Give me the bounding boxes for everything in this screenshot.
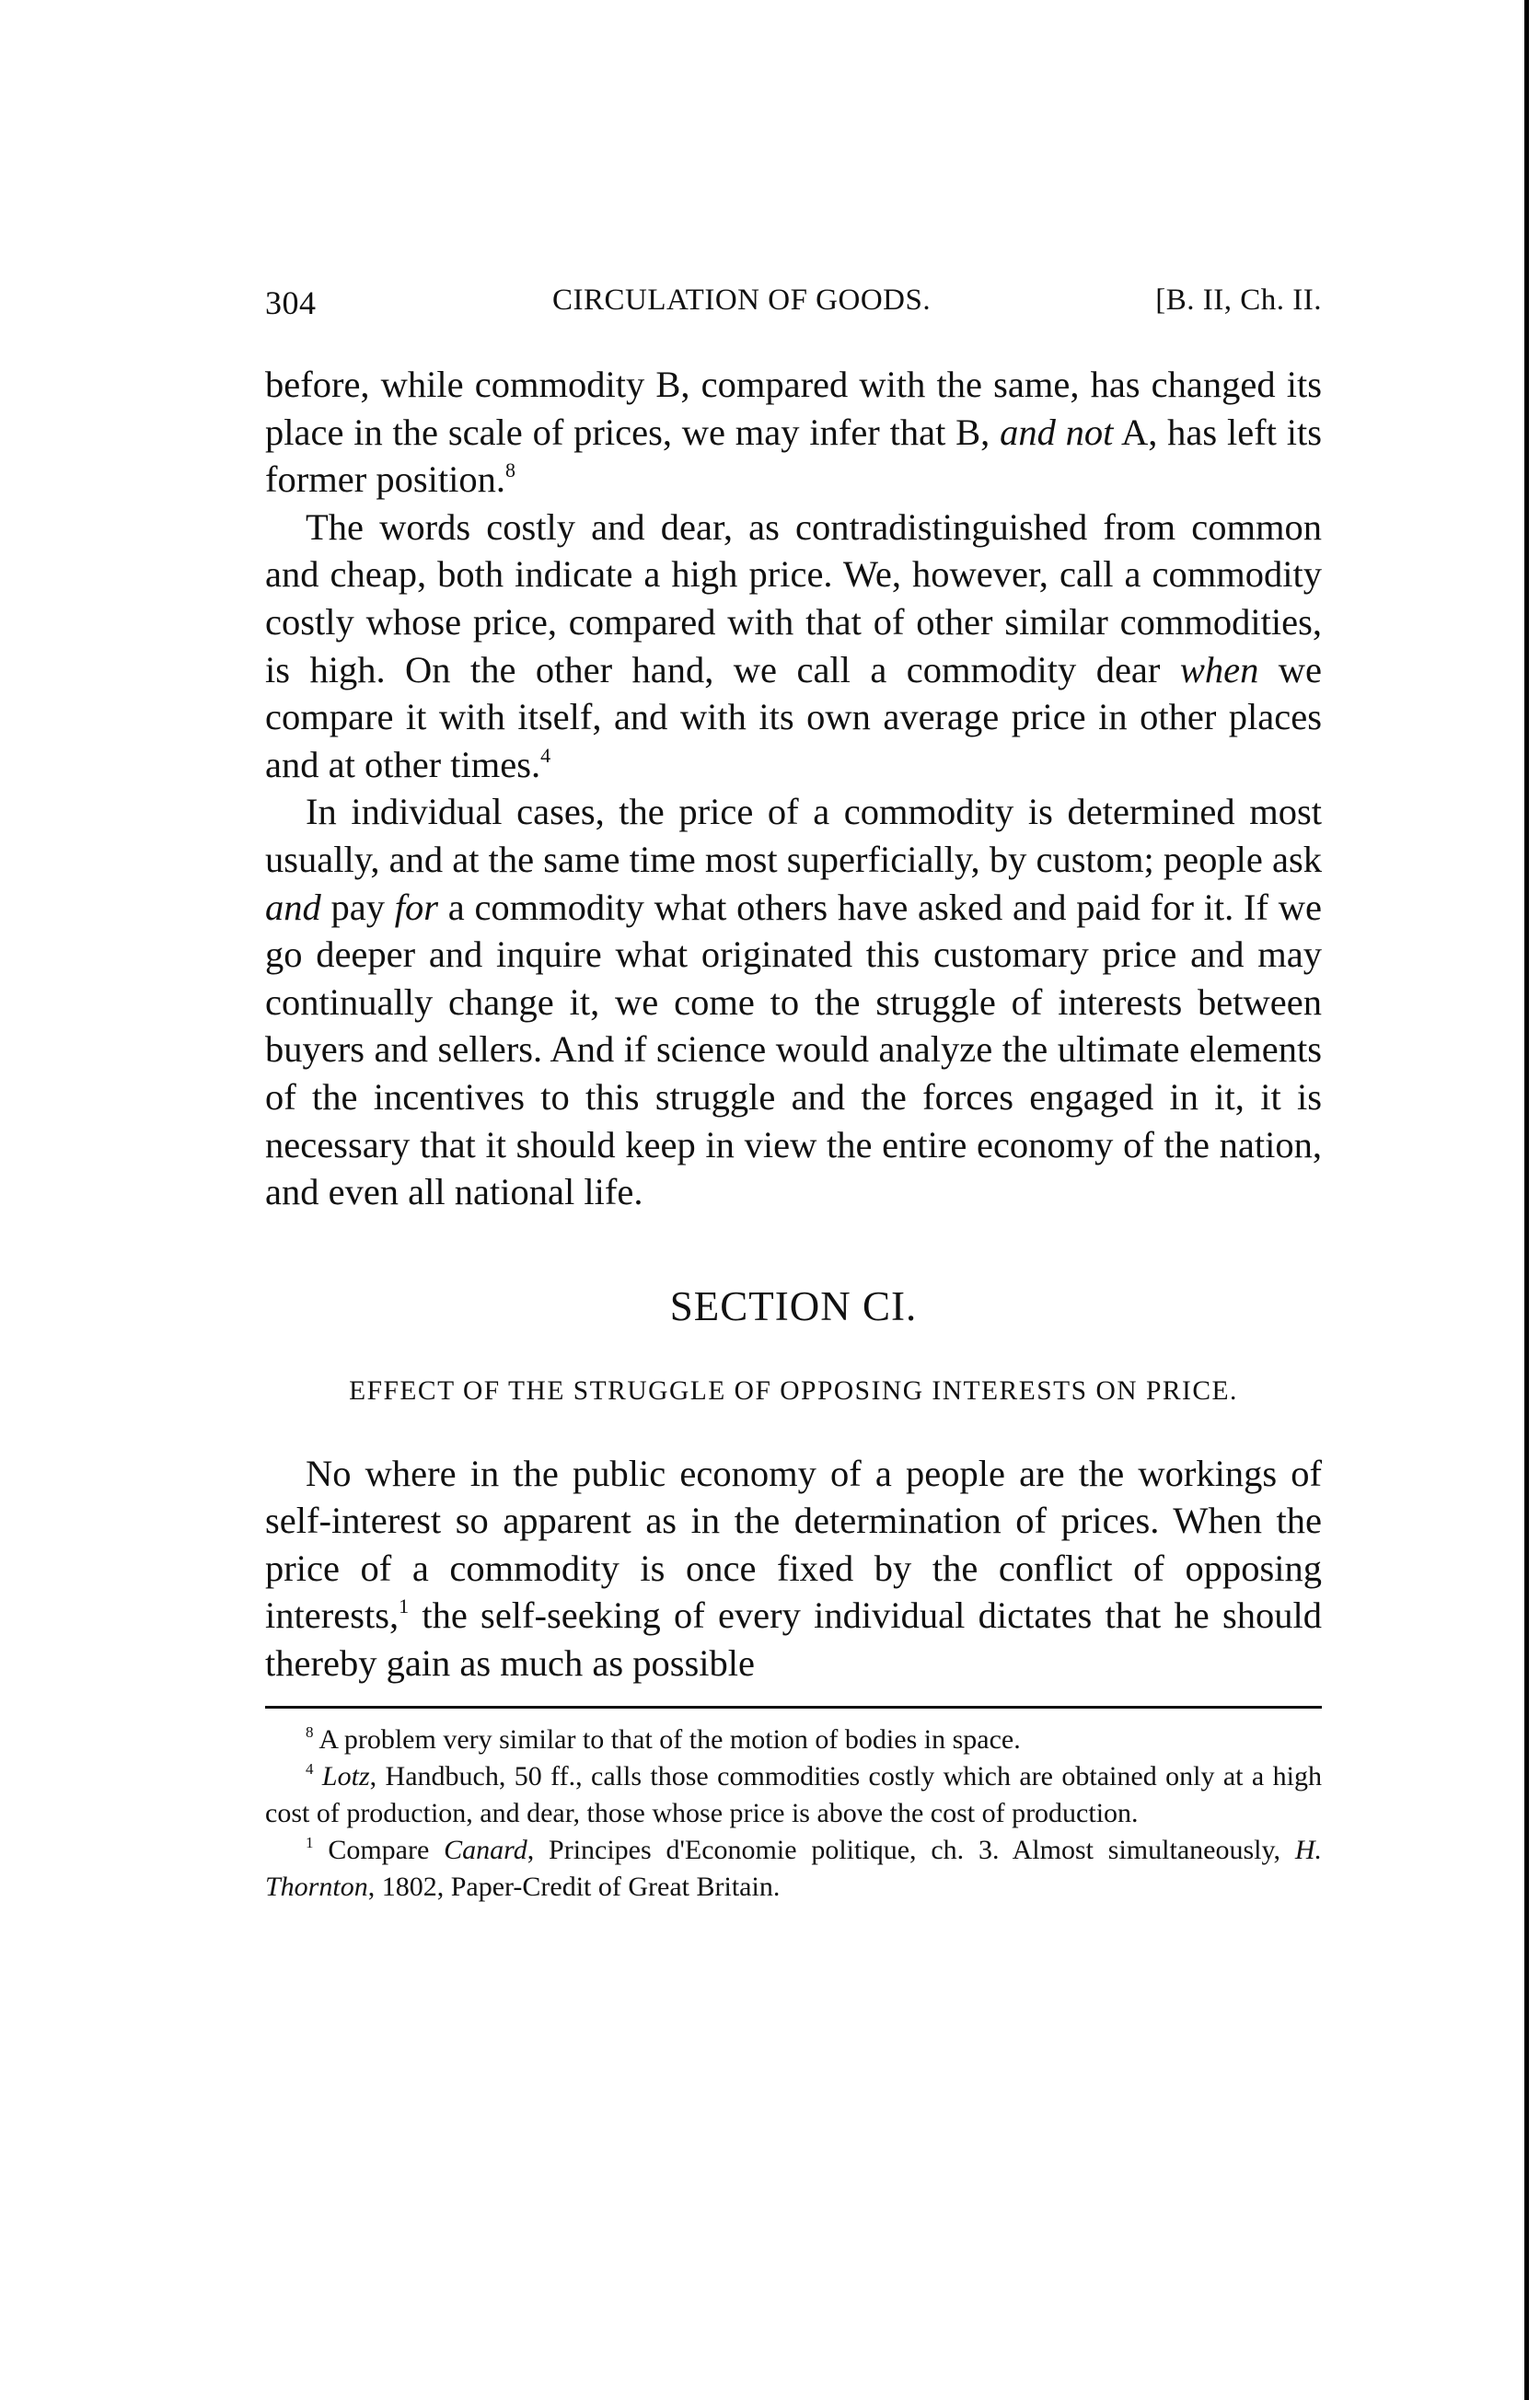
text-run: A, has left its former position. [265,411,1322,501]
footnote-marker: 1 [306,1833,314,1851]
text-run: No where in the public economy of a people are the workings of self-interest so apparent as in the determination of prices. When the price of a commodity is once fixed by the conflict of opposing interests, [265,1452,1322,1637]
footnote [265,1758,1322,1832]
footnotes [265,1722,1322,1906]
italic-text: and not [1000,411,1114,453]
footnote-reference[interactable]: 8 [504,458,515,482]
footnote-marker: 4 [306,1759,314,1778]
section-heading: SECTION CI. [669,1282,918,1329]
paragraph [265,788,1322,1215]
text-run: , Handbuch, 50 ff., calls those commodities costly which are obtained only at a high cost of production, and dear, those whose price is above the cost of production. [265,1760,1322,1828]
text-run: , 1802, Paper-Credit of Great Britain. [367,1871,781,1902]
footnote [265,1722,1322,1758]
footnote [265,1832,1322,1906]
italic-text: and [265,886,321,928]
page-edge-line [1524,0,1529,2400]
paragraph [265,1450,1322,1687]
text-run: a commodity what others have asked and paid for it. If we go deeper and inquire what originated this customary price and may continually change it, we come to the struggle of interests between buyers and sellers. And if science would analyze the ultimate elements of the incentives to this struggle and the forces engaged in it, it is necessary that it should keep in view the entire economy of the nation, and even all national life. [265,886,1322,1213]
text-run: , Principes d'Economie politique, ch. 3. Almost simultaneously, [527,1834,1295,1865]
italic-text: when [1179,648,1259,690]
running-head-reference: [B. II, Ch. II. [1155,284,1322,317]
paragraph [265,504,1322,789]
footnote-reference[interactable]: 1 [399,1594,410,1618]
paragraph [265,361,1322,504]
body-text [265,361,1322,1687]
running-head [265,276,1322,328]
italic-text: H. Thornton [265,1834,1322,1902]
text-run: A problem very similar to that of the motion of bodies in space. [313,1723,1021,1755]
running-head-title: CIRCULATION OF GOODS. [552,284,932,317]
text-run: The words costly and dear, as contradistinguished from common and cheap, both indicate a high price. We, however, call a commodity costly whose price, compared with that of other similar commodities, is high. On the other hand, we call a commodity dear [265,505,1322,690]
text-run: we compare it with itself, and with its own average price in other places and at other times. [265,648,1322,785]
page-number: 304 [265,284,317,321]
main-paragraphs [265,361,1322,1216]
text-run: In individual cases, the price of a commodity is determined most usually, and at the same time most superficially, by custom; people ask [265,791,1322,880]
italic-text: for [394,886,438,928]
text-run: pay [320,886,395,928]
section-paragraphs [265,1450,1322,1687]
italic-text: Canard [444,1834,527,1865]
text-run: before, while commodity B, compared with the same, has changed its place in the scale of prices, we may infer that B, [265,364,1322,453]
text-run: the self-seeking of every individual dictates that he should thereby gain as much as possible [265,1594,1322,1685]
book-page [265,276,1322,1906]
text-run [314,1761,322,1791]
section-subtitle: EFFECT OF THE STRUGGLE OF OPPOSING INTERESTS ON PRICE. [349,1375,1238,1406]
footnote-rule [265,1706,1322,1709]
footnote-marker: 8 [306,1722,314,1741]
italic-text: Lotz [321,1760,370,1791]
text-run: Compare [313,1834,445,1865]
footnote-reference[interactable]: 4 [540,743,551,767]
